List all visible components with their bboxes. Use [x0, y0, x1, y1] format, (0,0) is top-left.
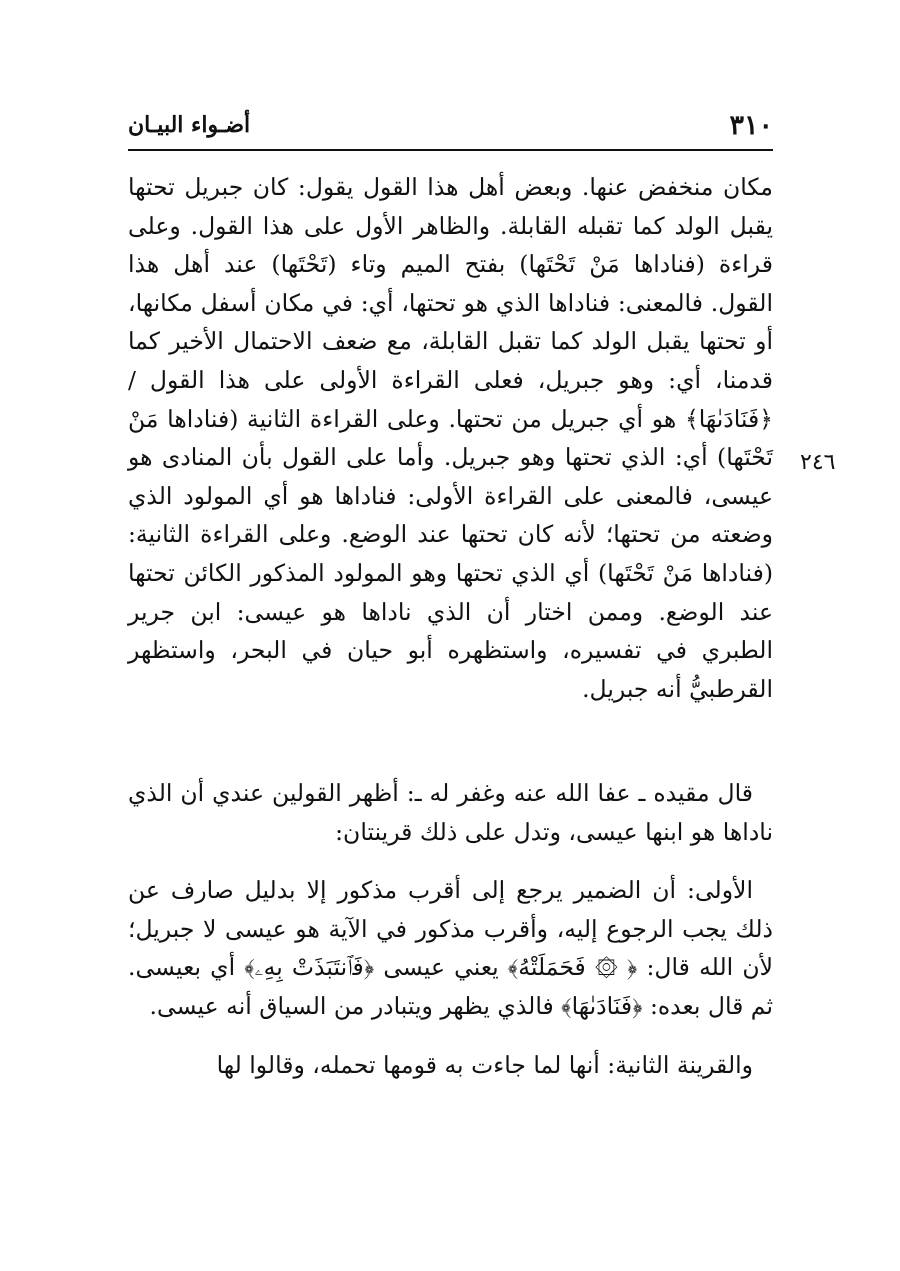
paragraph-3: الأولى: أن الضمير يرجع إلى أقرب مذكور إلا بدليل صارف عن ذلك يجب الرجوع إليه، وأقرب مذكور في الآية هو عيسى لا جبريل؛ لأن الله قال: ﴿ ۞ فَحَمَلَتْهُ﴾ يعني عيسى ﴿فَٱنتَبَذَتْ بِهِۦ﴾ أي بعيسى. ثم قال بعده: ﴿فَنَادَىٰهَا﴾ فالذي يظهر ويتبادر من السياق أنه عيسى. [128, 876, 773, 1020]
margin-page-reference: ٢٤٦ [800, 450, 836, 475]
page-header [128, 108, 773, 148]
body-text [128, 168, 773, 1084]
paragraph-4: والقرينة الثانية: أنها لما جاءت به قومها تحمله، وقالوا لها [216, 1050, 753, 1079]
paragraph-2: قال مقيده ـ عفا الله عنه وغفر له ـ: أظهر القولين عندي أن الذي ناداها هو ابنها عيسى، وتدل على ذلك قرينتان: [128, 779, 773, 846]
running-title: أضـواء البيـان [128, 112, 251, 138]
page-number: ٣١٠ [729, 110, 773, 141]
header-divider [128, 149, 773, 151]
paragraph-1: مكان منخفض عنها. وبعض أهل هذا القول يقول: كان جبريل تحتها يقبل الولد كما تقبله القابلة. والظاهر الأول على هذا القول. وعلى قراءة (فناداها مَنْ تَحْتَها) بفتح الميم وتاء (تَحْتَها) عند أهل هذا القول. فالمعنى: فناداها الذي هو تحتها، أي: في مكان أسفل مكانها، أو تحتها يقبل الولد كما تقبل القابلة، مع ضعف الاحتمال الأخير كما قدمنا، أي: وهو جبريل، فعلى القراءة الأولى على هذا القول / ﴿فَنَادَىٰهَا﴾ هو أي جبريل من تحتها. وعلى القراءة الثانية (فناداها مَنْ تَحْتَها) أي: الذي تحتها وهو جبريل. وأما على القول بأن المنادى هو عيسى، فالمعنى على القراءة الأولى: فناداها هو أي المولود الذي وضعته من تحتها؛ لأنه كان تحتها عند الوضع. وعلى القراءة الثانية: (فناداها مَنْ تَحْتَها) أي الذي تحتها وهو المولود المذكور الكائن تحتها عند الوضع. وممن اختار أن الذي ناداها هو عيسى: ابن جرير الطبري في تفسيره، واستظهره أبو حيان في البحر، واستظهر القرطبيُّ أنه جبريل. [128, 173, 773, 703]
